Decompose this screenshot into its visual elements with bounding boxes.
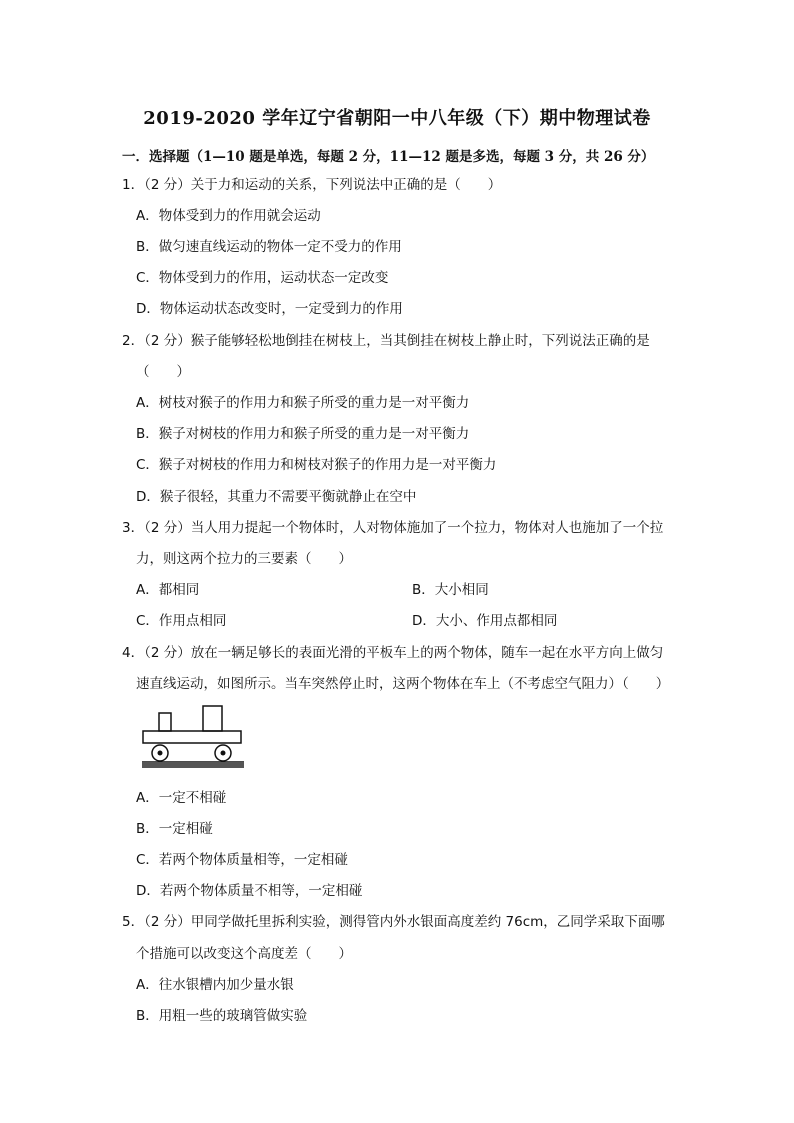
question-1-option-d: D．物体运动状态改变时，一定受到力的作用 — [136, 301, 403, 317]
question-2-stem-cont: （ ） — [136, 364, 190, 380]
question-3-option-a: A．都相同 — [136, 582, 200, 598]
question-1-stem: 1．（2 分）关于力和运动的关系，下列说法中正确的是（ ） — [122, 177, 502, 193]
question-4-option-c: C．若两个物体质量相等，一定相碰 — [136, 852, 348, 868]
question-4-stem: 4．（2 分）放在一辆足够长的表面光滑的平板车上的两个物体，随车一起在水平方向上做匀 — [122, 645, 664, 661]
left-wheel — [152, 745, 168, 761]
question-5-stem: 5．（2 分）甲同学做托里拆利实验，测得管内外水银面高度差约 76cm，乙同学采取下面哪 — [122, 914, 665, 930]
section-heading: 一．选择题（1—10 题是单选，每题 2 分，11—12 题是多选，每题 3 分，共 26 分） — [122, 149, 655, 165]
question-1-option-c: C．物体受到力的作用，运动状态一定改变 — [136, 270, 389, 286]
question-1-option-b: B．做匀速直线运动的物体一定不受力的作用 — [136, 239, 402, 255]
question-2-option-b: B．猴子对树枝的作用力和猴子所受的重力是一对平衡力 — [136, 426, 470, 442]
small-block — [159, 713, 171, 731]
question-3-option-d: D．大小、作用点都相同 — [412, 613, 558, 629]
question-5-option-a: A．往水银槽内加少量水银 — [136, 977, 294, 993]
question-2-option-a: A．树枝对猴子的作用力和猴子所受的重力是一对平衡力 — [136, 395, 470, 411]
question-3-option-c: C．作用点相同 — [136, 613, 227, 629]
right-wheel — [215, 745, 231, 761]
cart-diagram — [140, 704, 252, 778]
question-4-option-b: B．一定相碰 — [136, 821, 213, 837]
cart-figure — [140, 704, 252, 782]
cart-body — [143, 731, 241, 743]
question-3-stem-cont: 力，则这两个拉力的三要素（ ） — [136, 551, 352, 567]
question-2-option-c: C．猴子对树枝的作用力和树枝对猴子的作用力是一对平衡力 — [136, 457, 497, 473]
ground — [142, 762, 244, 768]
question-4-option-d: D．若两个物体质量不相等，一定相碰 — [136, 883, 363, 899]
page-title: 2019-2020 学年辽宁省朝阳一中八年级（下）期中物理试卷 — [143, 108, 651, 129]
question-2-stem: 2．（2 分）猴子能够轻松地倒挂在树枝上，当其倒挂在树枝上静止时，下列说法正确的是 — [122, 333, 650, 349]
question-1-option-a: A．物体受到力的作用就会运动 — [136, 208, 321, 224]
question-3-option-b: B．大小相同 — [412, 582, 489, 598]
large-block — [203, 706, 222, 731]
question-4-stem-cont: 速直线运动，如图所示。当车突然停止时，这两个物体在车上（不考虑空气阻力）（ ） — [136, 676, 670, 692]
question-3-stem: 3．（2 分）当人用力提起一个物体时，人对物体施加了一个拉力，物体对人也施加了一个拉 — [122, 520, 664, 536]
question-5-option-b: B．用粗一些的玻璃管做实验 — [136, 1008, 308, 1024]
question-4-option-a: A．一定不相碰 — [136, 790, 227, 806]
question-5-stem-cont: 个措施可以改变这个高度差（ ） — [136, 946, 352, 962]
question-2-option-d: D．猴子很轻，其重力不需要平衡就静止在空中 — [136, 489, 417, 505]
